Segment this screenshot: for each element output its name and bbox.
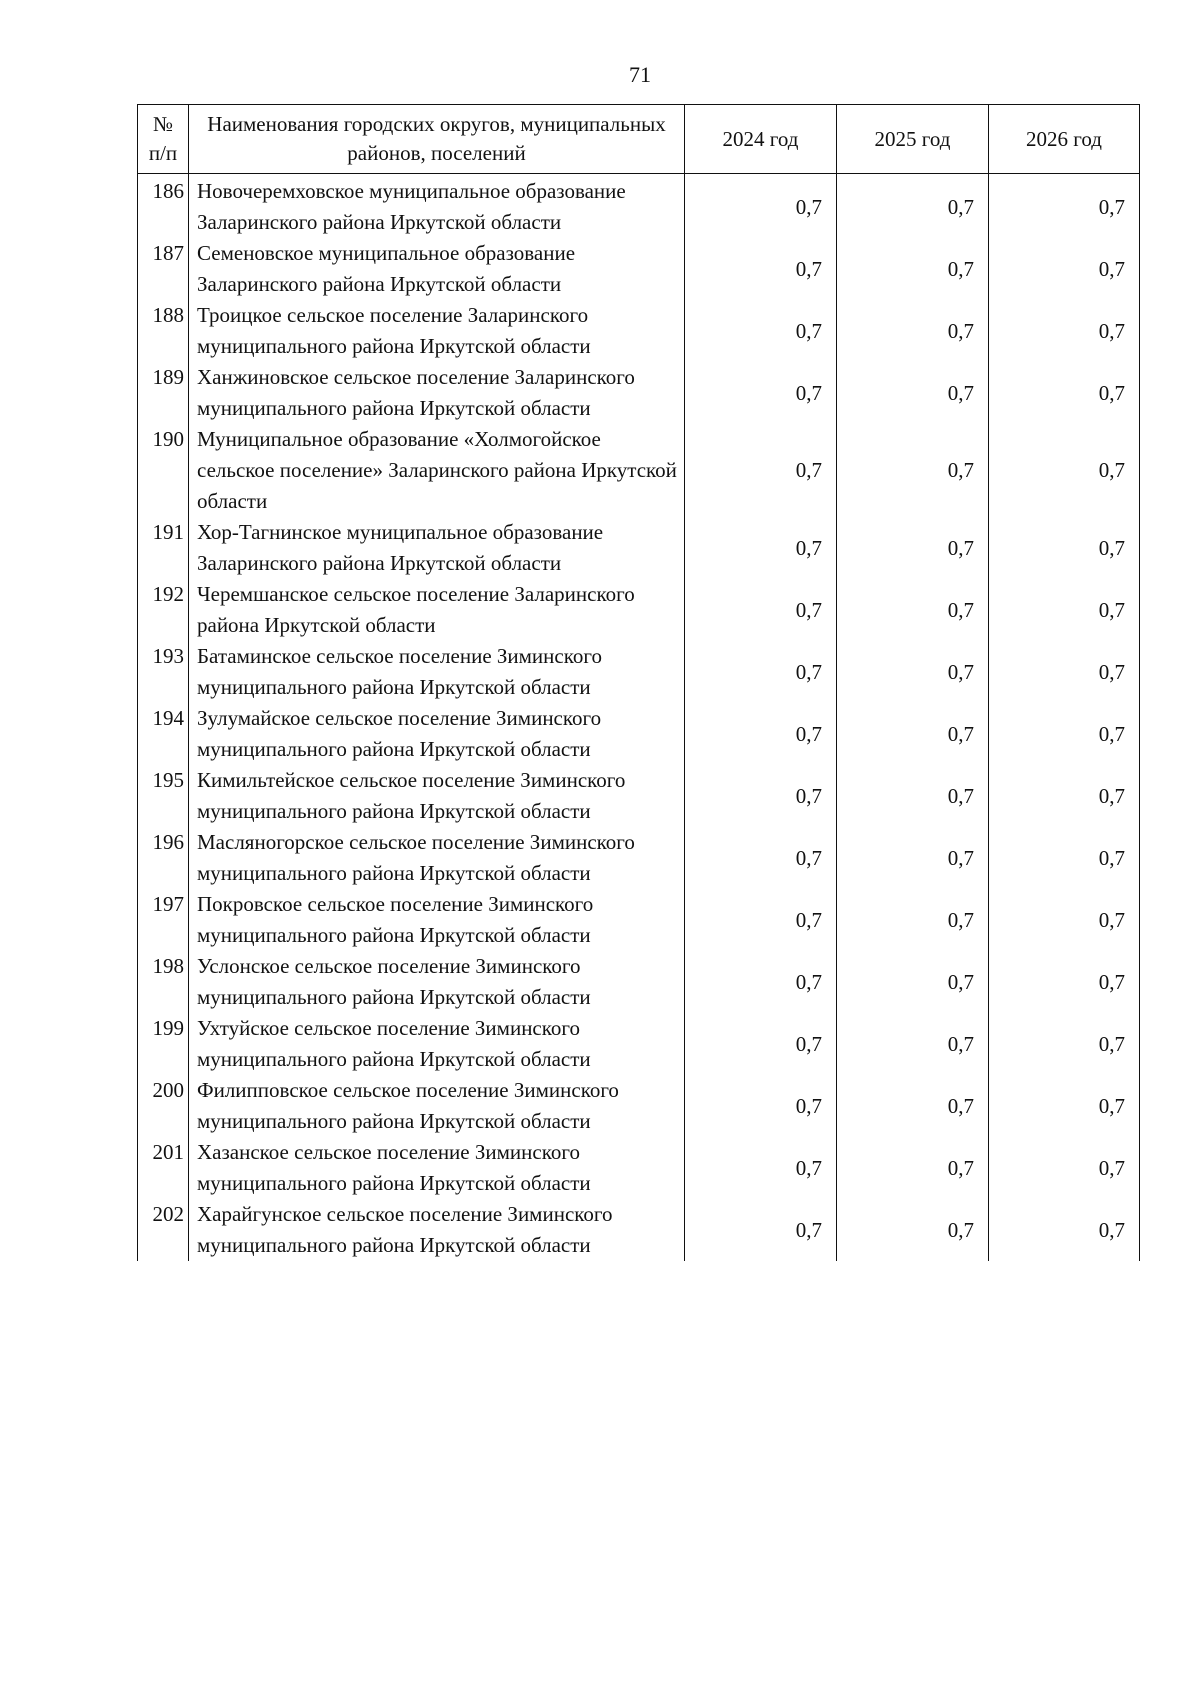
- row-name: Хор-Тагнинское муниципальное образование Заларинского района Иркутской области: [189, 517, 685, 579]
- row-number: 194: [138, 703, 189, 765]
- value-2026: 0,7: [989, 951, 1140, 1013]
- value-2024: 0,7: [685, 1075, 837, 1137]
- row-name: Хазанское сельское поселение Зиминского муниципального района Иркутской области: [189, 1137, 685, 1199]
- table-row: [138, 1013, 1140, 1075]
- table-row: [138, 703, 1140, 765]
- value-2026: 0,7: [989, 517, 1140, 579]
- row-number: 188: [138, 300, 189, 362]
- value-2025: 0,7: [837, 1199, 989, 1261]
- row-name: Масляногорское сельское поселение Зиминского муниципального района Иркутской области: [189, 827, 685, 889]
- row-name: Семеновское муниципальное образование Заларинского района Иркутской области: [189, 238, 685, 300]
- value-2024: 0,7: [685, 1013, 837, 1075]
- value-2024: 0,7: [685, 238, 837, 300]
- value-2024: 0,7: [685, 765, 837, 827]
- table-row: [138, 827, 1140, 889]
- row-number: 189: [138, 362, 189, 424]
- header-row: [138, 105, 1140, 174]
- value-2024: 0,7: [685, 951, 837, 1013]
- header-2024: 2024 год: [685, 105, 837, 174]
- table-body: [138, 174, 1140, 1262]
- value-2024: 0,7: [685, 1199, 837, 1261]
- value-2026: 0,7: [989, 424, 1140, 517]
- table-row: [138, 300, 1140, 362]
- row-number: 190: [138, 424, 189, 517]
- table-row: [138, 765, 1140, 827]
- value-2024: 0,7: [685, 362, 837, 424]
- data-table: [137, 104, 1140, 1261]
- value-2026: 0,7: [989, 641, 1140, 703]
- value-2024: 0,7: [685, 827, 837, 889]
- table-row: [138, 1075, 1140, 1137]
- row-number: 192: [138, 579, 189, 641]
- value-2025: 0,7: [837, 641, 989, 703]
- value-2025: 0,7: [837, 300, 989, 362]
- value-2024: 0,7: [685, 889, 837, 951]
- value-2025: 0,7: [837, 174, 989, 239]
- row-number: 191: [138, 517, 189, 579]
- value-2026: 0,7: [989, 362, 1140, 424]
- value-2026: 0,7: [989, 1199, 1140, 1261]
- value-2026: 0,7: [989, 703, 1140, 765]
- value-2024: 0,7: [685, 424, 837, 517]
- row-number: 196: [138, 827, 189, 889]
- value-2026: 0,7: [989, 300, 1140, 362]
- value-2026: 0,7: [989, 1137, 1140, 1199]
- row-number: 201: [138, 1137, 189, 1199]
- header-name: Наименования городских округов, муниципальных районов, поселений: [189, 105, 685, 174]
- value-2026: 0,7: [989, 827, 1140, 889]
- table-row: [138, 362, 1140, 424]
- page-number: 71: [629, 62, 651, 87]
- value-2026: 0,7: [989, 889, 1140, 951]
- value-2025: 0,7: [837, 1013, 989, 1075]
- table-row: [138, 174, 1140, 239]
- value-2024: 0,7: [685, 641, 837, 703]
- row-number: 198: [138, 951, 189, 1013]
- value-2026: 0,7: [989, 174, 1140, 239]
- value-2025: 0,7: [837, 1075, 989, 1137]
- row-name: Зулумайское сельское поселение Зиминского муниципального района Иркутской области: [189, 703, 685, 765]
- value-2026: 0,7: [989, 765, 1140, 827]
- header-2026: 2026 год: [989, 105, 1140, 174]
- value-2024: 0,7: [685, 703, 837, 765]
- row-name: Ханжиновское сельское поселение Заларинского муниципального района Иркутской области: [189, 362, 685, 424]
- row-name: Ухтуйское сельское поселение Зиминского муниципального района Иркутской области: [189, 1013, 685, 1075]
- value-2025: 0,7: [837, 579, 989, 641]
- row-name: Троицкое сельское поселение Заларинского муниципального района Иркутской области: [189, 300, 685, 362]
- table-row: [138, 641, 1140, 703]
- value-2024: 0,7: [685, 517, 837, 579]
- row-name: Услонское сельское поселение Зиминского муниципального района Иркутской области: [189, 951, 685, 1013]
- row-name: Муниципальное образование «Холмогойское сельское поселение» Заларинского района Иркутской области: [189, 424, 685, 517]
- value-2025: 0,7: [837, 424, 989, 517]
- table-row: [138, 951, 1140, 1013]
- value-2025: 0,7: [837, 238, 989, 300]
- value-2025: 0,7: [837, 765, 989, 827]
- row-number: 187: [138, 238, 189, 300]
- table-header: [138, 105, 1140, 174]
- value-2025: 0,7: [837, 517, 989, 579]
- row-name: Кимильтейское сельское поселение Зиминского муниципального района Иркутской области: [189, 765, 685, 827]
- value-2026: 0,7: [989, 238, 1140, 300]
- row-name: Филипповское сельское поселение Зиминского муниципального района Иркутской области: [189, 1075, 685, 1137]
- row-number: 186: [138, 174, 189, 239]
- table-row: [138, 1199, 1140, 1261]
- value-2025: 0,7: [837, 889, 989, 951]
- table-row: [138, 889, 1140, 951]
- table-row: [138, 1137, 1140, 1199]
- value-2026: 0,7: [989, 1013, 1140, 1075]
- value-2024: 0,7: [685, 1137, 837, 1199]
- row-number: 193: [138, 641, 189, 703]
- value-2024: 0,7: [685, 300, 837, 362]
- row-number: 199: [138, 1013, 189, 1075]
- row-name: Харайгунское сельское поселение Зиминского муниципального района Иркутской области: [189, 1199, 685, 1261]
- table-row: [138, 238, 1140, 300]
- table-row: [138, 579, 1140, 641]
- row-number: 197: [138, 889, 189, 951]
- value-2025: 0,7: [837, 703, 989, 765]
- value-2025: 0,7: [837, 951, 989, 1013]
- header-num: № п/п: [138, 105, 189, 174]
- value-2025: 0,7: [837, 827, 989, 889]
- table-row: [138, 517, 1140, 579]
- value-2025: 0,7: [837, 1137, 989, 1199]
- row-name: Новочеремховское муниципальное образование Заларинского района Иркутской области: [189, 174, 685, 239]
- value-2025: 0,7: [837, 362, 989, 424]
- value-2024: 0,7: [685, 579, 837, 641]
- row-name: Батаминское сельское поселение Зиминского муниципального района Иркутской области: [189, 641, 685, 703]
- row-name: Покровское сельское поселение Зиминского муниципального района Иркутской области: [189, 889, 685, 951]
- row-number: 200: [138, 1075, 189, 1137]
- value-2026: 0,7: [989, 1075, 1140, 1137]
- header-2025: 2025 год: [837, 105, 989, 174]
- value-2024: 0,7: [685, 174, 837, 239]
- value-2026: 0,7: [989, 579, 1140, 641]
- row-number: 195: [138, 765, 189, 827]
- row-number: 202: [138, 1199, 189, 1261]
- table-row: [138, 424, 1140, 517]
- row-name: Черемшанское сельское поселение Заларинского района Иркутской области: [189, 579, 685, 641]
